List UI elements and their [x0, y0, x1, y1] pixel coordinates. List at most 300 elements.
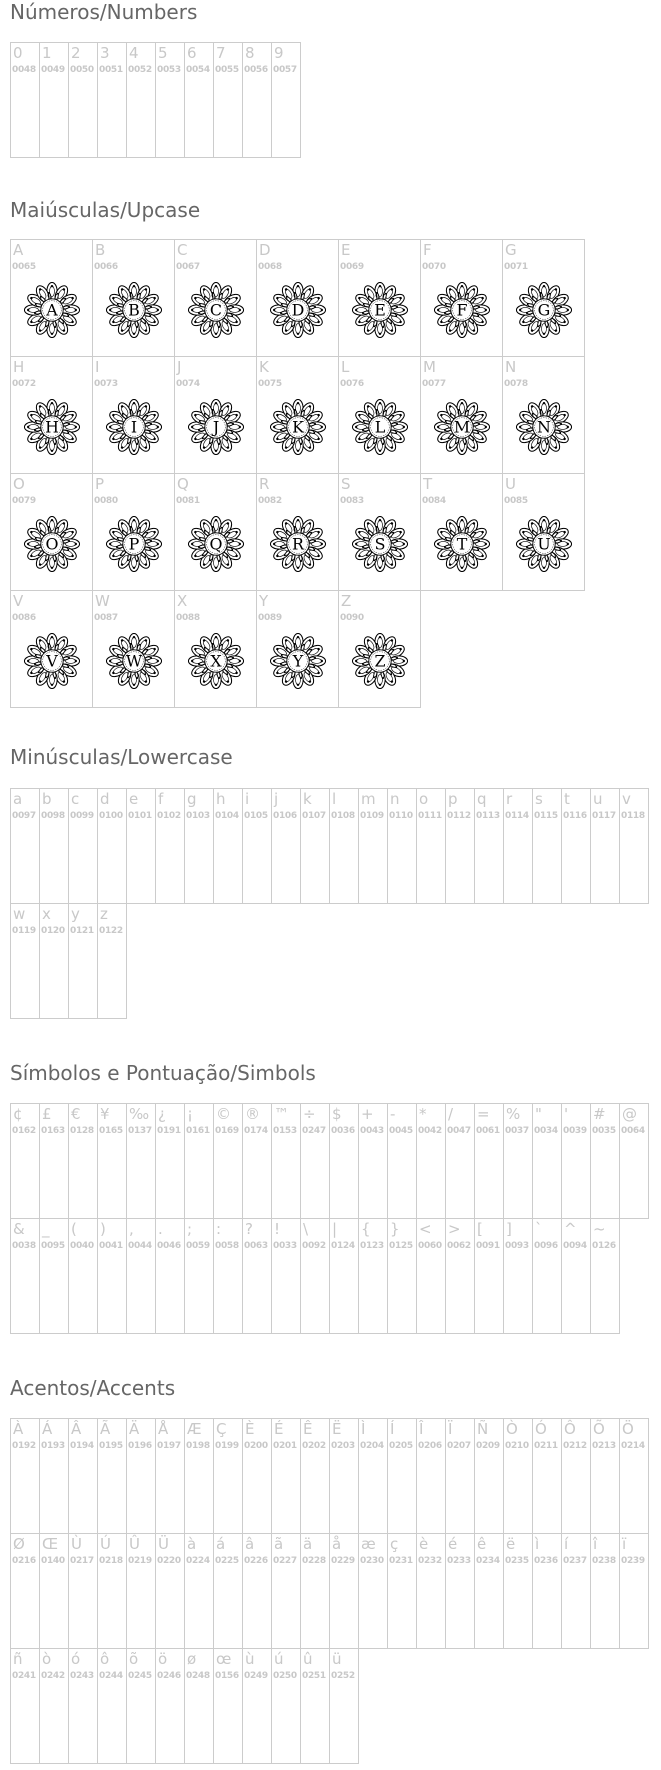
floral-ornament-icon	[434, 516, 490, 572]
glyph-code: 0235	[505, 1556, 529, 1566]
glyph-cell	[39, 788, 69, 904]
glyph-cell	[242, 1218, 272, 1334]
glyph-code: 0201	[273, 1441, 297, 1451]
glyph-code: 0074	[176, 379, 200, 389]
glyph-code: 0116	[563, 811, 587, 821]
glyph-char: ø	[187, 1650, 197, 1668]
glyph-grid	[10, 1418, 648, 1763]
ornament-letter: J	[212, 417, 219, 437]
glyph-char: '	[564, 1105, 569, 1123]
glyph-char: Ô	[564, 1420, 576, 1438]
glyph-code: 0120	[41, 926, 65, 936]
glyph-cell	[68, 1218, 98, 1334]
glyph-char: *	[419, 1105, 427, 1123]
glyph-char: <	[419, 1220, 432, 1238]
glyph-cell	[155, 1218, 185, 1334]
floral-ornament-icon	[106, 282, 162, 338]
glyph-cell	[92, 473, 175, 591]
glyph-code: 0090	[340, 613, 364, 623]
glyph-code: 0115	[534, 811, 558, 821]
glyph-cell	[213, 1418, 243, 1534]
glyph-char: .	[158, 1220, 163, 1238]
glyph-cell	[97, 42, 127, 158]
glyph-code: 0250	[273, 1671, 297, 1681]
glyph-char: g	[187, 790, 197, 808]
glyph-code: 0236	[534, 1556, 558, 1566]
glyph-cell	[10, 1103, 40, 1219]
glyph-char: Y	[259, 592, 269, 610]
glyph-char: Ü	[158, 1535, 169, 1553]
glyph-char: i	[245, 790, 250, 808]
glyph-char: -	[390, 1105, 396, 1123]
glyph-code: 0210	[505, 1441, 529, 1451]
glyph-cell	[184, 1418, 214, 1534]
glyph-code: 0162	[12, 1126, 36, 1136]
glyph-cell	[474, 1218, 504, 1334]
glyph-code: 0110	[389, 811, 413, 821]
glyph-char: E	[341, 241, 351, 259]
glyph-cell	[155, 1533, 185, 1649]
glyph-cell	[416, 788, 446, 904]
glyph-cell	[532, 1533, 562, 1649]
glyph-code: 0094	[563, 1241, 587, 1251]
glyph-char: Õ	[593, 1420, 605, 1438]
glyph-cell	[561, 1103, 591, 1219]
section-title: Acentos/Accents	[10, 1376, 176, 1400]
glyph-cell	[256, 473, 339, 591]
glyph-char: ä	[303, 1535, 313, 1553]
glyph-char: ,	[129, 1220, 134, 1238]
floral-ornament-icon	[434, 399, 490, 455]
glyph-cell	[184, 1103, 214, 1219]
glyph-cell	[126, 1218, 156, 1334]
glyph-char: m	[361, 790, 376, 808]
glyph-code: 0070	[422, 262, 446, 272]
glyph-code: 0068	[258, 262, 282, 272]
glyph-code: 0085	[504, 496, 528, 506]
glyph-char: ì	[535, 1535, 540, 1553]
ornament-letter: K	[291, 417, 304, 437]
glyph-code: 0069	[340, 262, 364, 272]
glyph-char: J	[177, 358, 182, 376]
glyph-cell	[532, 788, 562, 904]
glyph-code: 0054	[186, 65, 210, 75]
glyph-code: 0243	[70, 1671, 94, 1681]
glyph-cell	[387, 1103, 417, 1219]
floral-ornament-icon	[352, 399, 408, 455]
glyph-char: Æ	[187, 1420, 202, 1438]
glyph-cell	[300, 1218, 330, 1334]
glyph-char: ú	[274, 1650, 284, 1668]
glyph-code: 0058	[215, 1241, 239, 1251]
glyph-code: 0042	[418, 1126, 442, 1136]
glyph-cell	[174, 473, 257, 591]
glyph-cell	[329, 1533, 359, 1649]
glyph-cell	[126, 1103, 156, 1219]
glyph-code: 0091	[476, 1241, 500, 1251]
glyph-char: Á	[42, 1420, 53, 1438]
glyph-char: /	[448, 1105, 454, 1123]
ornament-letter: W	[125, 651, 142, 671]
glyph-code: 0096	[534, 1241, 558, 1251]
glyph-char: }	[390, 1220, 400, 1238]
glyph-cell	[387, 1533, 417, 1649]
glyph-cell	[532, 1418, 562, 1534]
glyph-char: p	[448, 790, 458, 808]
lower-section	[10, 745, 645, 936]
glyph-row	[10, 239, 584, 356]
ornament-letter: N	[536, 417, 551, 437]
glyph-code: 0121	[70, 926, 94, 936]
glyph-char: Œ	[42, 1535, 59, 1553]
glyph-code: 0057	[273, 65, 297, 75]
glyph-char: R	[259, 475, 270, 493]
glyph-row	[10, 473, 584, 590]
glyph-code: 0119	[12, 926, 36, 936]
glyph-code: 0087	[94, 613, 118, 623]
glyph-cell	[420, 239, 503, 357]
glyph-code: 0206	[418, 1441, 442, 1451]
glyph-code: 0218	[99, 1556, 123, 1566]
glyph-char: û	[303, 1650, 313, 1668]
glyph-char: _	[42, 1220, 50, 1238]
glyph-char: C	[177, 241, 188, 259]
glyph-char: +	[361, 1105, 374, 1123]
glyph-row	[10, 356, 584, 473]
glyph-code: 0220	[157, 1556, 181, 1566]
glyph-char: õ	[129, 1650, 139, 1668]
glyph-char: â	[245, 1535, 255, 1553]
glyph-cell	[561, 1418, 591, 1534]
glyph-code: 0101	[128, 811, 152, 821]
glyph-code: 0086	[12, 613, 36, 623]
ornament-letter: B	[127, 300, 140, 320]
glyph-code: 0195	[99, 1441, 123, 1451]
glyph-char: q	[477, 790, 487, 808]
floral-ornament-icon	[188, 516, 244, 572]
glyph-char: c	[71, 790, 80, 808]
glyph-code: 0205	[389, 1441, 413, 1451]
glyph-cell	[184, 42, 214, 158]
glyph-cell	[300, 1418, 330, 1534]
glyph-cell	[416, 1103, 446, 1219]
glyph-code: 0212	[563, 1441, 587, 1451]
glyph-char: X	[177, 592, 188, 610]
glyph-char: 2	[71, 44, 81, 62]
glyph-code: 0098	[41, 811, 65, 821]
glyph-cell	[10, 903, 40, 1019]
glyph-cell	[590, 1533, 620, 1649]
glyph-code: 0061	[476, 1126, 500, 1136]
glyph-char: r	[506, 790, 513, 808]
glyph-char: W	[95, 592, 110, 610]
glyph-code: 0209	[476, 1441, 500, 1451]
glyph-cell	[97, 1418, 127, 1534]
glyph-code: 0048	[12, 65, 36, 75]
glyph-cell	[10, 42, 40, 158]
glyph-cell	[387, 1218, 417, 1334]
glyph-code: 0249	[244, 1671, 268, 1681]
glyph-code: 0100	[99, 811, 123, 821]
glyph-row	[10, 903, 648, 1018]
glyph-cell	[68, 42, 98, 158]
glyph-cell	[256, 239, 339, 357]
glyph-char: ÷	[303, 1105, 316, 1123]
glyph-code: 0066	[94, 262, 118, 272]
glyph-cell	[97, 788, 127, 904]
glyph-code: 0084	[422, 496, 446, 506]
glyph-cell	[68, 1648, 98, 1764]
glyph-char: 0	[13, 44, 23, 62]
glyph-row	[10, 1418, 648, 1533]
glyph-char: |	[332, 1220, 338, 1238]
glyph-code: 0077	[422, 379, 446, 389]
glyph-char: È	[245, 1420, 255, 1438]
glyph-code: 0060	[418, 1241, 442, 1251]
glyph-code: 0107	[302, 811, 326, 821]
glyph-cell	[532, 1218, 562, 1334]
glyph-char: !	[274, 1220, 281, 1238]
glyph-code: 0095	[41, 1241, 65, 1251]
glyph-char: #	[593, 1105, 606, 1123]
glyph-char: Ñ	[477, 1420, 489, 1438]
glyph-grid	[10, 1103, 648, 1333]
glyph-code: 0106	[273, 811, 297, 821]
glyph-char: f	[158, 790, 164, 808]
ornament-letter: T	[456, 534, 467, 554]
floral-ornament-icon	[352, 282, 408, 338]
glyph-char: ©	[216, 1105, 231, 1123]
floral-ornament-icon	[106, 633, 162, 689]
glyph-char: Ù	[71, 1535, 82, 1553]
glyph-cell	[619, 1103, 649, 1219]
glyph-code: 0207	[447, 1441, 471, 1451]
floral-ornament-icon	[106, 516, 162, 572]
glyph-char: Ö	[622, 1420, 634, 1438]
glyph-cell	[503, 1103, 533, 1219]
glyph-code: 0064	[621, 1126, 645, 1136]
ornament-letter: G	[537, 300, 550, 320]
glyph-char: ~	[593, 1220, 606, 1238]
glyph-code: 0092	[302, 1241, 326, 1251]
glyph-char: ù	[245, 1650, 255, 1668]
glyph-code: 0198	[186, 1441, 210, 1451]
glyph-code: 0153	[273, 1126, 297, 1136]
glyph-code: 0237	[563, 1556, 587, 1566]
glyph-cell	[242, 1418, 272, 1534]
glyph-row	[10, 1218, 648, 1333]
glyph-char: Ø	[13, 1535, 25, 1553]
glyph-code: 0043	[360, 1126, 384, 1136]
glyph-char: ç	[390, 1535, 399, 1553]
ornament-letter: X	[209, 651, 222, 671]
glyph-cell	[39, 1103, 69, 1219]
glyph-grid	[10, 42, 300, 157]
glyph-char: :	[216, 1220, 222, 1238]
glyph-char: v	[622, 790, 631, 808]
glyph-code: 0247	[302, 1126, 326, 1136]
glyph-cell	[213, 1218, 243, 1334]
glyph-cell	[213, 1533, 243, 1649]
glyph-cell	[416, 1533, 446, 1649]
glyph-cell	[68, 903, 98, 1019]
numbers-section	[10, 0, 297, 75]
glyph-char: j	[274, 790, 279, 808]
glyph-code: 0123	[360, 1241, 384, 1251]
glyph-char: ?	[245, 1220, 253, 1238]
glyph-char: %	[506, 1105, 521, 1123]
glyph-cell	[358, 1218, 388, 1334]
glyph-code: 0224	[186, 1556, 210, 1566]
glyph-char: Î	[419, 1420, 424, 1438]
glyph-code: 0044	[128, 1241, 152, 1251]
glyph-cell	[174, 356, 257, 474]
glyph-code: 0244	[99, 1671, 123, 1681]
glyph-code: 0197	[157, 1441, 181, 1451]
glyph-code: 0104	[215, 811, 239, 821]
glyph-cell	[503, 1533, 533, 1649]
glyph-char: L	[341, 358, 350, 376]
glyph-code: 0194	[70, 1441, 94, 1451]
glyph-char: 1	[42, 44, 52, 62]
glyph-code: 0035	[592, 1126, 616, 1136]
glyph-char: =	[477, 1105, 490, 1123]
glyph-code: 0109	[360, 811, 384, 821]
glyph-code: 0034	[534, 1126, 558, 1136]
glyph-code: 0080	[94, 496, 118, 506]
glyph-row	[10, 1648, 648, 1763]
glyph-cell	[39, 1218, 69, 1334]
glyph-char: Ò	[506, 1420, 518, 1438]
glyph-cell	[242, 1103, 272, 1219]
glyph-cell	[213, 42, 243, 158]
glyph-char: H	[13, 358, 25, 376]
glyph-cell	[68, 1418, 98, 1534]
glyph-code: 0233	[447, 1556, 471, 1566]
glyph-char: b	[42, 790, 52, 808]
glyph-cell	[619, 1533, 649, 1649]
glyph-code: 0113	[476, 811, 500, 821]
floral-ornament-icon	[24, 399, 80, 455]
glyph-char: 5	[158, 44, 168, 62]
glyph-code: 0156	[215, 1671, 239, 1681]
glyph-char: ¡	[187, 1105, 194, 1123]
glyph-char: T	[423, 475, 433, 493]
floral-ornament-icon	[516, 399, 572, 455]
glyph-code: 0199	[215, 1441, 239, 1451]
glyph-cell	[242, 788, 272, 904]
glyph-char: ü	[332, 1650, 342, 1668]
glyph-cell	[590, 1103, 620, 1219]
glyph-cell	[561, 788, 591, 904]
glyph-cell	[329, 1648, 359, 1764]
glyph-char: d	[100, 790, 110, 808]
glyph-char: Ï	[448, 1420, 453, 1438]
glyph-cell	[300, 1103, 330, 1219]
glyph-cell	[503, 788, 533, 904]
glyph-code: 0046	[157, 1241, 181, 1251]
glyph-code: 0071	[504, 262, 528, 272]
glyph-cell	[155, 1103, 185, 1219]
glyph-cell	[502, 356, 585, 474]
glyph-cell	[256, 590, 339, 708]
glyph-char: Í	[390, 1420, 395, 1438]
glyph-char: ë	[506, 1535, 516, 1553]
glyph-cell	[387, 788, 417, 904]
glyph-code: 0216	[12, 1556, 36, 1566]
glyph-char: Ä	[129, 1420, 140, 1438]
ornament-letter: F	[455, 300, 468, 320]
glyph-char: U	[505, 475, 516, 493]
glyph-code: 0174	[244, 1126, 268, 1136]
glyph-cell	[242, 1648, 272, 1764]
ornament-letter: M	[453, 417, 470, 437]
section-title: Números/Numbers	[10, 0, 198, 24]
glyph-code: 0097	[12, 811, 36, 821]
glyph-cell	[338, 239, 421, 357]
glyph-cell	[271, 1533, 301, 1649]
glyph-code: 0103	[186, 811, 210, 821]
ornament-letter: V	[45, 651, 58, 671]
glyph-cell	[420, 473, 503, 591]
glyph-cell	[10, 1218, 40, 1334]
glyph-char: `	[535, 1220, 543, 1238]
glyph-char: ¢	[13, 1105, 23, 1123]
glyph-code: 0105	[244, 811, 268, 821]
glyph-char: ô	[100, 1650, 110, 1668]
glyph-code: 0111	[418, 811, 442, 821]
glyph-code: 0052	[128, 65, 152, 75]
glyph-cell	[155, 1418, 185, 1534]
glyph-row	[10, 788, 648, 903]
floral-ornament-icon	[352, 516, 408, 572]
glyph-cell	[590, 1218, 620, 1334]
glyph-char: G	[505, 241, 517, 259]
glyph-cell	[329, 1418, 359, 1534]
glyph-char: t	[564, 790, 570, 808]
glyph-cell	[184, 788, 214, 904]
glyph-cell	[155, 1648, 185, 1764]
glyph-code: 0248	[186, 1671, 210, 1681]
glyph-cell	[10, 1418, 40, 1534]
glyph-code: 0163	[41, 1126, 65, 1136]
ornament-letter: H	[44, 417, 59, 437]
section-title: Minúsculas/Lowercase	[10, 745, 233, 769]
glyph-cell	[358, 1103, 388, 1219]
floral-ornament-icon	[516, 516, 572, 572]
glyph-code: 0200	[244, 1441, 268, 1451]
glyph-grid	[10, 239, 584, 707]
floral-ornament-icon	[188, 633, 244, 689]
glyph-code: 0088	[176, 613, 200, 623]
glyph-code: 0192	[12, 1441, 36, 1451]
glyph-code: 0083	[340, 496, 364, 506]
glyph-char: ó	[71, 1650, 81, 1668]
glyph-char: ò	[42, 1650, 52, 1668]
glyph-code: 0225	[215, 1556, 239, 1566]
glyph-cell	[619, 788, 649, 904]
glyph-cell	[10, 788, 40, 904]
glyph-char: S	[341, 475, 351, 493]
glyph-cell	[68, 788, 98, 904]
upper-section	[10, 198, 551, 671]
floral-ornament-icon	[516, 282, 572, 338]
glyph-code: 0063	[244, 1241, 268, 1251]
glyph-code: 0122	[99, 926, 123, 936]
glyph-cell	[474, 788, 504, 904]
glyph-char: ö	[158, 1650, 168, 1668]
ornament-letter: D	[291, 300, 304, 320]
